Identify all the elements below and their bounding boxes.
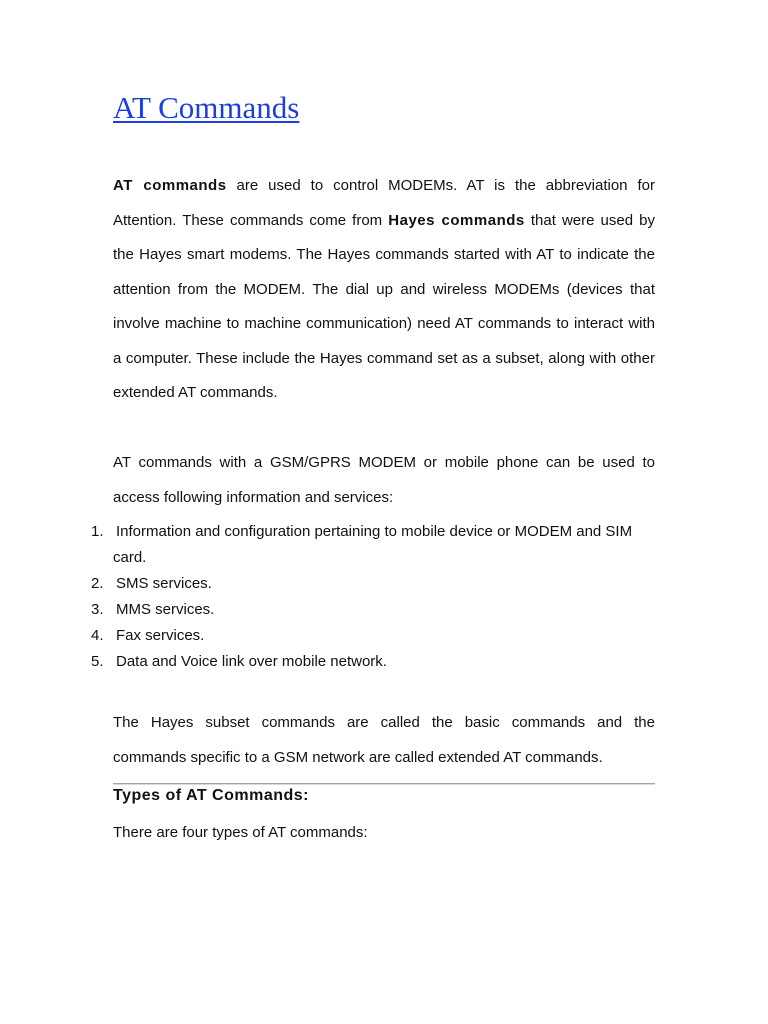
list-item-text: MMS services. xyxy=(116,601,215,618)
bold-term: AT commands xyxy=(113,177,227,194)
list-item-number: 1. xyxy=(91,523,104,540)
list-item-number: 4. xyxy=(91,627,104,644)
list-item-text: SMS services. xyxy=(116,575,212,592)
list-item xyxy=(91,623,655,649)
list-item-text: Fax services. xyxy=(116,627,205,644)
intro-paragraph xyxy=(113,169,655,411)
services-list xyxy=(91,519,655,675)
paragraph-line: The Hayes subset commands are called the basic commands and the xyxy=(113,714,655,731)
line-text: that were used by xyxy=(524,211,655,229)
list-item-number: 3. xyxy=(91,601,104,618)
list-item-text: Information and configuration pertaining to mobile device or MODEM and SIM card. xyxy=(113,523,633,566)
paragraph-line: commands specific to a GSM network are called extended AT commands. xyxy=(113,748,603,766)
hayes-paragraph xyxy=(113,706,655,775)
list-item-number: 5. xyxy=(91,653,104,670)
list-item xyxy=(91,597,655,623)
paragraph-line: access following information and services: xyxy=(113,488,394,506)
paragraph-line: AT commands with a GSM/GPRS MODEM or mobile phone can be used to xyxy=(113,454,655,471)
paragraph-line xyxy=(113,169,655,204)
horizontal-divider xyxy=(113,783,655,785)
paragraph-line: a computer. These include the Hayes command set as a subset, along with other xyxy=(113,349,655,367)
section-heading: Types of AT Commands: xyxy=(113,787,309,804)
paragraph-line: attention from the MODEM. The dial up and wireless MODEMs (devices that xyxy=(113,280,655,298)
paragraph-line: involve machine to machine communication) need AT commands to interact with xyxy=(113,315,655,332)
line-text: Attention. These commands come from xyxy=(113,211,389,229)
paragraph-line xyxy=(113,204,655,239)
paragraph-line: the Hayes smart modems. The Hayes commands started with AT to indicate the xyxy=(113,246,655,263)
list-item-number: 2. xyxy=(91,575,104,592)
list-item xyxy=(91,519,655,571)
list-item xyxy=(91,571,655,597)
section-intro-text: There are four types of AT commands: xyxy=(113,824,368,841)
page-title[interactable]: AT Commands xyxy=(113,90,300,125)
bold-term: Hayes commands xyxy=(388,211,525,229)
list-item-text: Data and Voice link over mobile network. xyxy=(116,653,387,670)
paragraph-line: extended AT commands. xyxy=(113,384,278,401)
usage-paragraph xyxy=(113,446,655,515)
list-item xyxy=(91,649,655,675)
line-text: are used to control MODEMs. AT is the abbreviation for xyxy=(226,177,655,194)
